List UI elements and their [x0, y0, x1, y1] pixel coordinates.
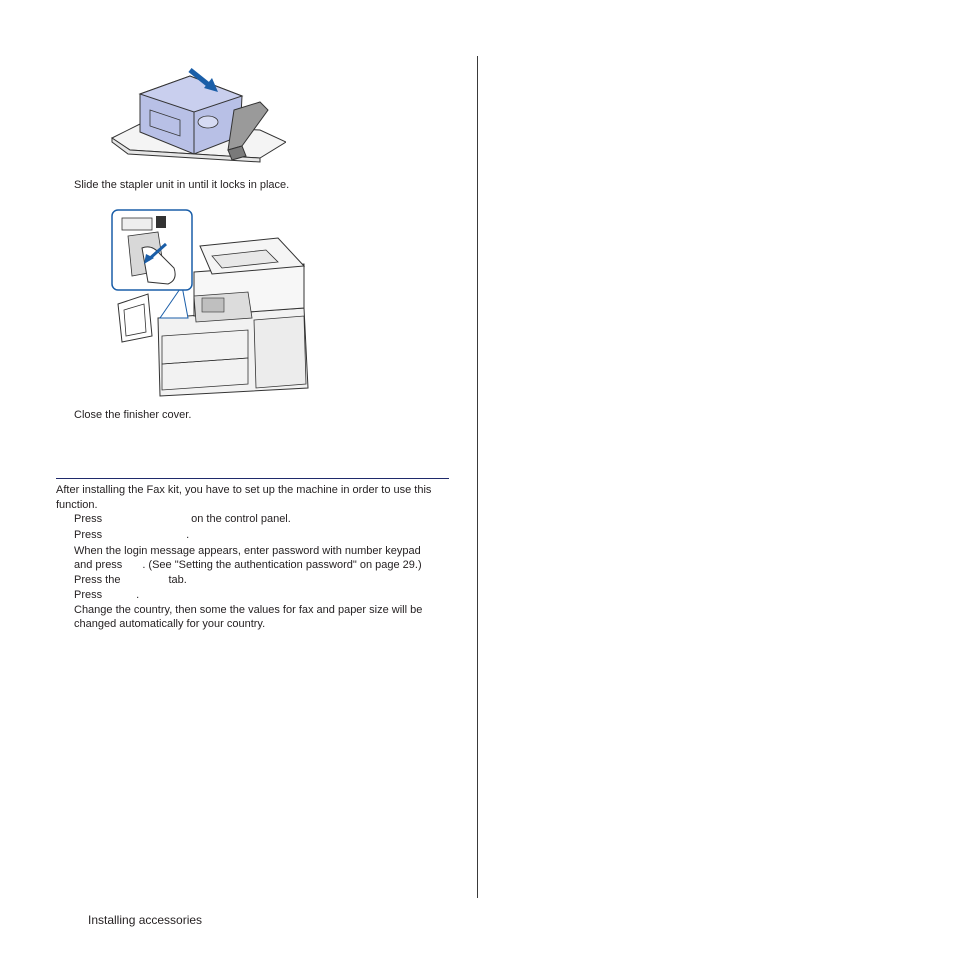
- fax-step-5-pre: Press: [74, 589, 103, 601]
- step-close-cover: Close the finisher cover.: [74, 409, 192, 421]
- fax-step-2: [74, 528, 189, 543]
- fax-step-1-post: on the control panel.: [191, 513, 291, 525]
- fax-step-2-post: .: [186, 529, 190, 541]
- fax-step-3-line1: When the login message appears, enter password with number keypad: [74, 545, 421, 557]
- fax-step-4-post: tab.: [168, 574, 187, 586]
- stapler-unit-illustration: [110, 66, 286, 166]
- section-rule: [56, 478, 449, 479]
- fax-step-2-pre: Press: [74, 529, 103, 541]
- fax-step-1: [74, 512, 291, 527]
- fax-step-5: [74, 588, 139, 603]
- fax-step-6-line2: changed automatically for your country.: [74, 618, 266, 630]
- fax-step-1-pre: Press: [74, 513, 103, 525]
- fax-step-4-pre: Press the: [74, 574, 121, 586]
- column-divider: [477, 56, 478, 898]
- fax-step-3-pre: and press: [74, 559, 123, 571]
- fax-step-4: [74, 573, 187, 588]
- finisher-cover-illustration: [108, 208, 314, 400]
- fax-intro: After installing the Fax kit, you have to set up the machine in order to use this function.: [56, 484, 432, 511]
- fax-step-6-line1: Change the country, then some the values for fax and paper size will be: [74, 604, 423, 616]
- page-footer: Installing accessories: [88, 913, 203, 927]
- fax-step-3-line2: [74, 558, 422, 573]
- step-slide-stapler: Slide the stapler unit in until it locks in place.: [74, 179, 290, 191]
- fax-step-5-post: .: [136, 589, 140, 601]
- fax-step-3-post: . (See "Setting the authentication password" on page 29.): [142, 559, 422, 571]
